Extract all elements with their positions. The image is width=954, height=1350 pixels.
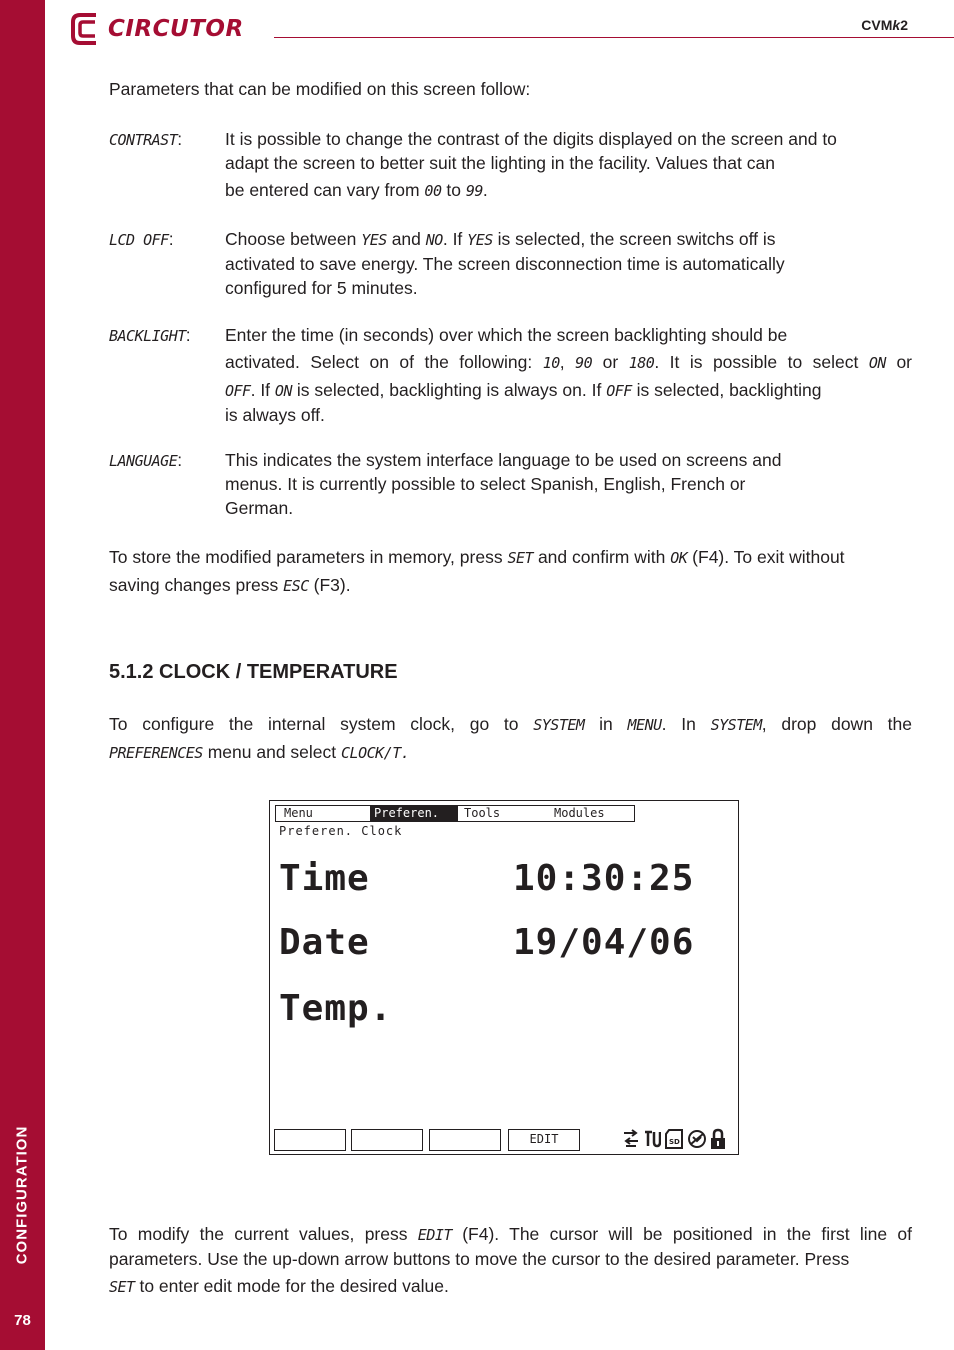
header-rule [274, 37, 954, 38]
sidebar [0, 0, 45, 1350]
page-number: 78 [14, 1312, 31, 1329]
lcd-menu-item[interactable]: Modules [554, 806, 605, 820]
intro-text: Parameters that can be modified on this screen follow: [109, 79, 531, 99]
lcd-breadcrumb: Preferen. Clock [279, 824, 403, 838]
section-heading: 5.1.2 CLOCK / TEMPERATURE [109, 661, 398, 683]
lcd-screen [269, 800, 739, 1155]
voltage-icon [643, 1128, 661, 1150]
sd-card-icon [664, 1128, 684, 1150]
lcd-f4-edit-button[interactable]: EDIT [508, 1129, 580, 1151]
model-name: CVMk2 [861, 17, 908, 33]
lcd-menu-item[interactable]: Tools [464, 806, 501, 820]
network-arrows-icon [622, 1128, 640, 1150]
lcd-status-icons [622, 1128, 726, 1150]
lcd-f3-button[interactable] [429, 1129, 501, 1151]
modify-instructions: To modify the current values, press EDIT (F4). The cursor will be positioned in the first line of parameters. Use the up-down arrow buttons to move the cursor to the desired parameter. Press SET to enter edit mode for the desired value. [109, 1224, 913, 1296]
lcd-temp-label: Temp. [279, 988, 393, 1029]
clock-intro: To configure the internal system clock, go to SYSTEM in MENU. In SYSTEM, drop down the PREFERENCES menu and select CLOCK/T. [109, 714, 912, 762]
brand-name: CIRCUTOR [108, 16, 244, 42]
lcd-f2-button[interactable] [351, 1129, 423, 1151]
lcd-f1-button[interactable] [274, 1129, 346, 1151]
brand-logo [70, 11, 244, 47]
circutor-logo-icon [70, 12, 102, 46]
lcd-time-value: 10:30:25 [513, 858, 695, 899]
svg-text:SD: SD [669, 1138, 680, 1146]
lcd-menu-bar [275, 805, 635, 822]
no-connection-icon [687, 1128, 707, 1150]
lcd-menu-item[interactable]: Menu [284, 806, 313, 820]
lcd-date-value: 19/04/06 [513, 922, 695, 963]
lock-icon [710, 1128, 726, 1150]
section-label: CONFIGURATION [13, 1125, 31, 1265]
lcd-time-label: Time [279, 858, 370, 899]
lcd-date-label: Date [279, 922, 370, 963]
store-instructions: To store the modified parameters in memory, press SET and confirm with OK (F4). To exit without saving changes press ESC (F3). [109, 547, 845, 595]
lcd-menu-item-active[interactable]: Preferen. [370, 806, 458, 821]
